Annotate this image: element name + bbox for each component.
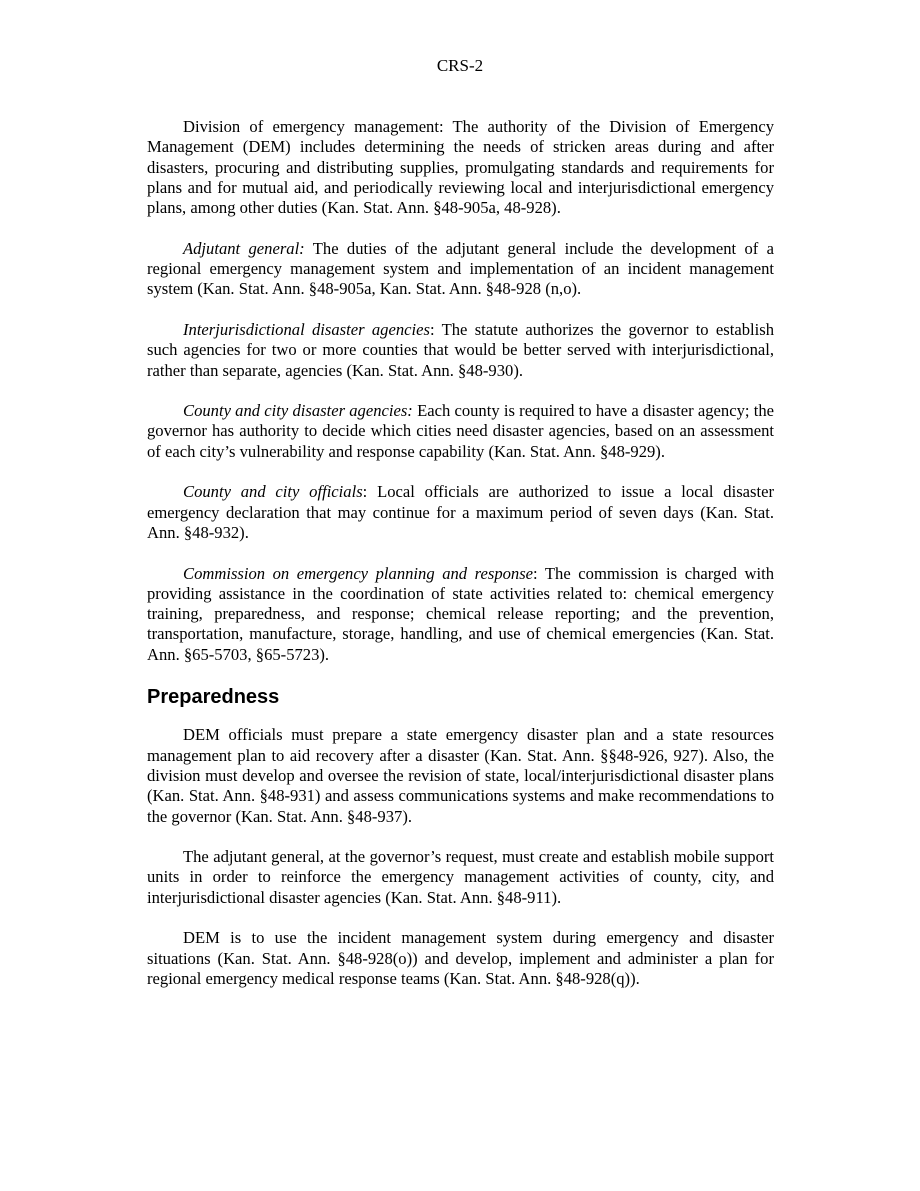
paragraph-text: Each county is required to have a disaster agency; the governor has authority to decide which cities need disaster agencies, based on an assessment of each city’s vulnerability and response capability (Kan. Stat. Ann. §48-929). <box>147 401 774 461</box>
paragraph-text: : The commission is charged with providing assistance in the coordination of state activities related to: chemical emergency training, preparedness, and response; chemical release reporting; and the prevention, transportation, manufacture, storage, handling, and use of chemical emergencies (Kan. Stat. Ann. §65-5703, §65-5723). <box>147 563 774 664</box>
paragraph-lead-term: Adjutant general: <box>183 238 305 258</box>
document-body <box>147 117 774 1009</box>
paragraph-county-city-agencies <box>147 401 774 462</box>
paragraph-mobile-support-units: The adjutant general, at the governor’s request, must create and establish mobile support units in order to reinforce the emergency management activities of county, city, and interjurisdictional disaster agencies (Kan. Stat. Ann. §48-911). <box>147 847 774 907</box>
paragraph-adjutant-general <box>147 239 774 300</box>
paragraph-lead-term: Commission on emergency planning and response <box>183 563 534 583</box>
page-number-header: CRS-2 <box>436 56 484 75</box>
paragraph-county-city-officials <box>147 482 774 543</box>
section-heading-preparedness: Preparedness <box>147 686 280 709</box>
paragraph-text: Division of emergency management: The authority of the Division of Emergency Management (DEM) includes determining the needs of stricken areas during and after disasters, procuring and distributing supplies, promulgating standards and requirements for plans and for mutual aid, and periodically reviewing local and interjurisdictional emergency plans, among other duties (Kan. Stat. Ann. §48-905a, 48-928). <box>147 117 774 218</box>
paragraph-interjurisdictional-agencies <box>147 320 774 381</box>
paragraph-lead-term: Interjurisdictional disaster agencies <box>183 319 430 339</box>
paragraph-commission-emergency-planning <box>147 564 774 665</box>
paragraph-lead-term: County and city officials <box>183 482 363 502</box>
paragraph-division-emergency-management <box>147 117 774 218</box>
paragraph-incident-management-system: DEM is to use the incident management system during emergency and disaster situations (Kan. Stat. Ann. §48-928(o)) and develop, implement and administer a plan for regional emergency medical response teams (Kan. Stat. Ann. §48-928(q)). <box>147 928 774 988</box>
paragraph-lead-term: County and city disaster agencies: <box>183 401 413 421</box>
paragraph-text: : Local officials are authorized to issue a local disaster emergency declaration that may continue for a maximum period of seven days (Kan. Stat. Ann. §48-932). <box>147 482 774 542</box>
paragraph-preparedness-plans: DEM officials must prepare a state emergency disaster plan and a state resources management plan to aid recovery after a disaster (Kan. Stat. Ann. §§48-926, 927). Also, the division must develop and oversee the revision of state, local/interjurisdictional disaster plans (Kan. Stat. Ann. §48-931) and assess communications systems and make recommendations to the governor (Kan. Stat. Ann. §48-937). <box>147 725 774 826</box>
paragraph-text: : The statute authorizes the governor to establish such agencies for two or more counties that would be better served with interjurisdictional, rather than separate, agencies (Kan. Stat. Ann. §48-930). <box>147 319 774 380</box>
paragraph-text: The duties of the adjutant general include the development of a regional emergency management system and implementation of an incident management system (Kan. Stat. Ann. §48-905a, Kan. Stat. Ann. §48-928 (n,o). <box>147 238 774 299</box>
